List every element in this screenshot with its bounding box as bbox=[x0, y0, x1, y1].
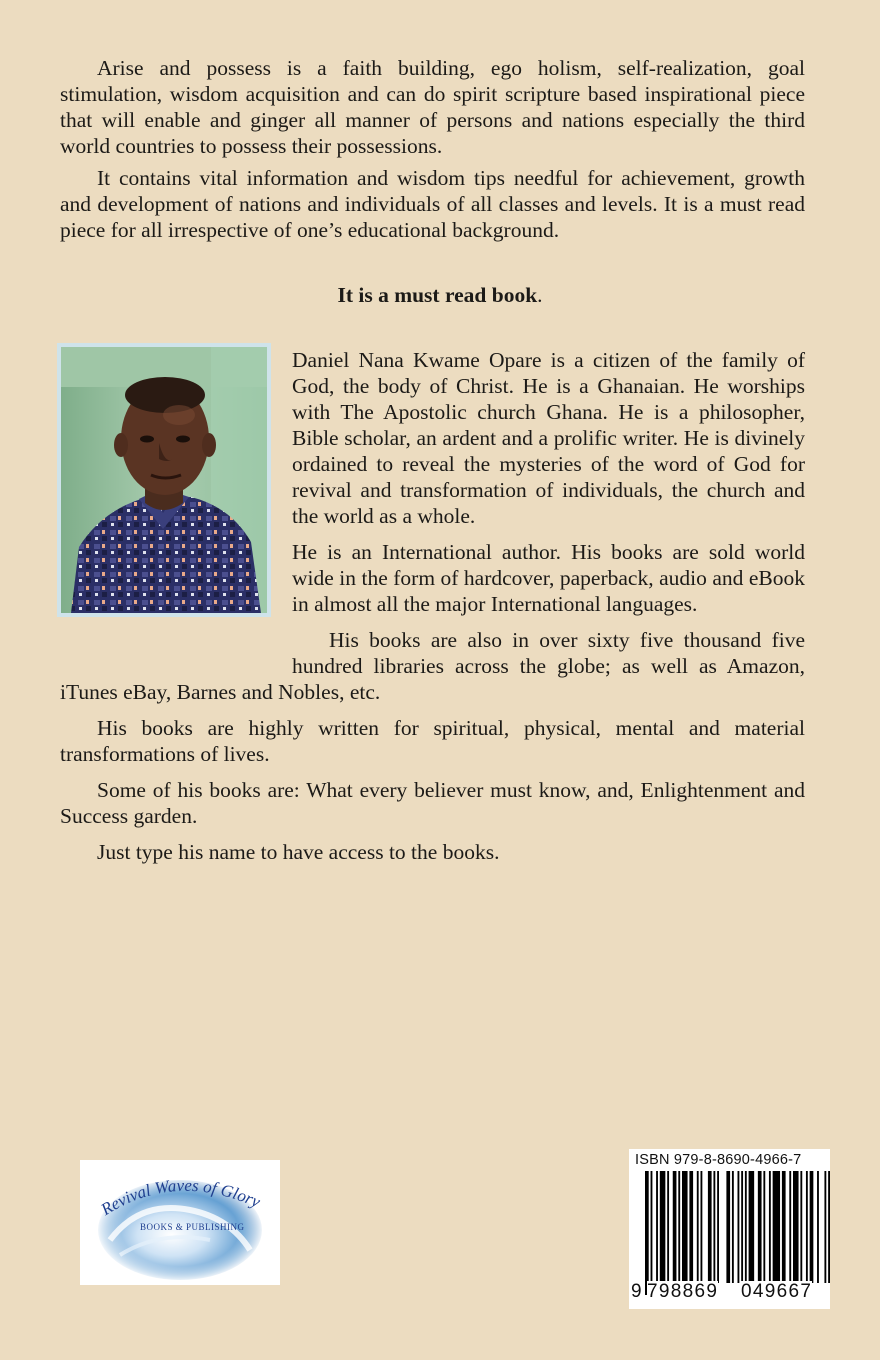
barcode-bar bbox=[708, 1171, 712, 1283]
barcode-bar bbox=[738, 1171, 740, 1283]
barcode-digits bbox=[629, 1281, 830, 1307]
barcode-bar bbox=[800, 1171, 802, 1283]
barcode-bar bbox=[793, 1171, 799, 1283]
barcode-bar bbox=[763, 1171, 765, 1283]
barcode-bar bbox=[656, 1171, 658, 1283]
barcode-bar bbox=[758, 1171, 762, 1283]
barcode-digits-left: 798869 bbox=[647, 1281, 719, 1302]
barcode-bar bbox=[782, 1171, 786, 1283]
bio-paragraph: His books are also in over sixty five thousand five hundred libraries across the globe; as well as Amazon, iTunes eBay, Barnes and Nobles, etc. bbox=[60, 628, 805, 704]
barcode-bar bbox=[651, 1171, 653, 1295]
barcode-bar bbox=[749, 1171, 755, 1283]
barcode-bar bbox=[810, 1171, 814, 1283]
barcode-bar bbox=[828, 1171, 830, 1283]
must-read-tail: . bbox=[537, 283, 543, 307]
intro-paragraph-1-text: Arise and possess is a faith building, ego holism, self-realization, goal stimulation, wisdom acquisition and can do spirit scripture based inspirational piece that will enable and ginger all manner of persons and nations especially the third world countries to possess their possessions. bbox=[60, 56, 805, 158]
intro-paragraph-2 bbox=[60, 165, 805, 243]
bio-paragraph: Just type his name to have access to the books. bbox=[97, 840, 500, 864]
barcode-bar bbox=[817, 1171, 819, 1283]
barcode-bar bbox=[789, 1171, 791, 1283]
isbn-label: ISBN 979-8-8690-4966-7 bbox=[635, 1152, 802, 1168]
barcode-bar bbox=[732, 1171, 734, 1283]
publisher-logo bbox=[80, 1160, 280, 1285]
barcode-bar bbox=[741, 1171, 743, 1295]
barcode-bar bbox=[773, 1171, 780, 1283]
publisher-subtitle: Books & Publishing bbox=[140, 1222, 245, 1232]
barcode-bar bbox=[726, 1171, 730, 1283]
barcode-bar bbox=[673, 1171, 677, 1283]
publisher-name-text: Revival Waves of Glory bbox=[97, 1175, 264, 1220]
barcode-bar bbox=[689, 1171, 693, 1283]
barcode-bar bbox=[682, 1171, 688, 1283]
barcode-bar bbox=[824, 1171, 826, 1283]
barcode-bar bbox=[678, 1171, 680, 1283]
barcode-bar bbox=[717, 1171, 719, 1283]
must-read-line bbox=[0, 282, 880, 308]
intro-paragraph-1 bbox=[60, 55, 805, 159]
barcode-bar bbox=[660, 1171, 666, 1283]
barcode-bar bbox=[745, 1171, 747, 1295]
intro-paragraph-2-text: It contains vital information and wisdom tips needful for achievement, growth and development of nations and individuals of all classes and levels. It is a must read piece for all irrespective of one’s educational background. bbox=[60, 166, 805, 242]
publisher-logo-image bbox=[80, 1160, 280, 1285]
barcode-bar bbox=[645, 1171, 649, 1295]
barcode-bar bbox=[769, 1171, 771, 1283]
barcode-bar bbox=[713, 1171, 715, 1283]
barcode-bar bbox=[667, 1171, 669, 1283]
barcode-digits-right: 049667 bbox=[741, 1281, 813, 1302]
bio-paragraph: His books are highly written for spiritual, physical, mental and material transformations of lives. bbox=[60, 716, 805, 766]
bio-paragraph: He is an International author. His books are sold world wide in the form of hardcover, paperback, audio and eBook in almost all the major International languages. bbox=[292, 540, 805, 616]
barcode-bar bbox=[697, 1171, 699, 1283]
author-portrait-image bbox=[61, 347, 267, 613]
isbn-barcode bbox=[629, 1149, 830, 1309]
barcode-bar bbox=[701, 1171, 703, 1283]
must-read-bold: It is a must read book bbox=[337, 283, 538, 307]
barcode-bar bbox=[806, 1171, 808, 1283]
barcode-digit-first: 9 bbox=[631, 1281, 642, 1302]
bio-paragraph: Daniel Nana Kwame Opare is a citizen of the family of God, the body of Christ. He is a Ghanaian. He worships with The Apostolic church Ghana. He is a philosopher, Bible scholar, an ardent and a prolific writer. He is divinely ordained to reveal the mysteries of the word of God for revival and transformation of individuals, the church and the world as a whole. bbox=[292, 348, 805, 528]
bio-paragraph: Some of his books are: What every believer must know, and, Enlightenment and Success garden. bbox=[60, 778, 805, 828]
barcode-bars bbox=[629, 1171, 830, 1297]
author-photo bbox=[57, 343, 271, 617]
